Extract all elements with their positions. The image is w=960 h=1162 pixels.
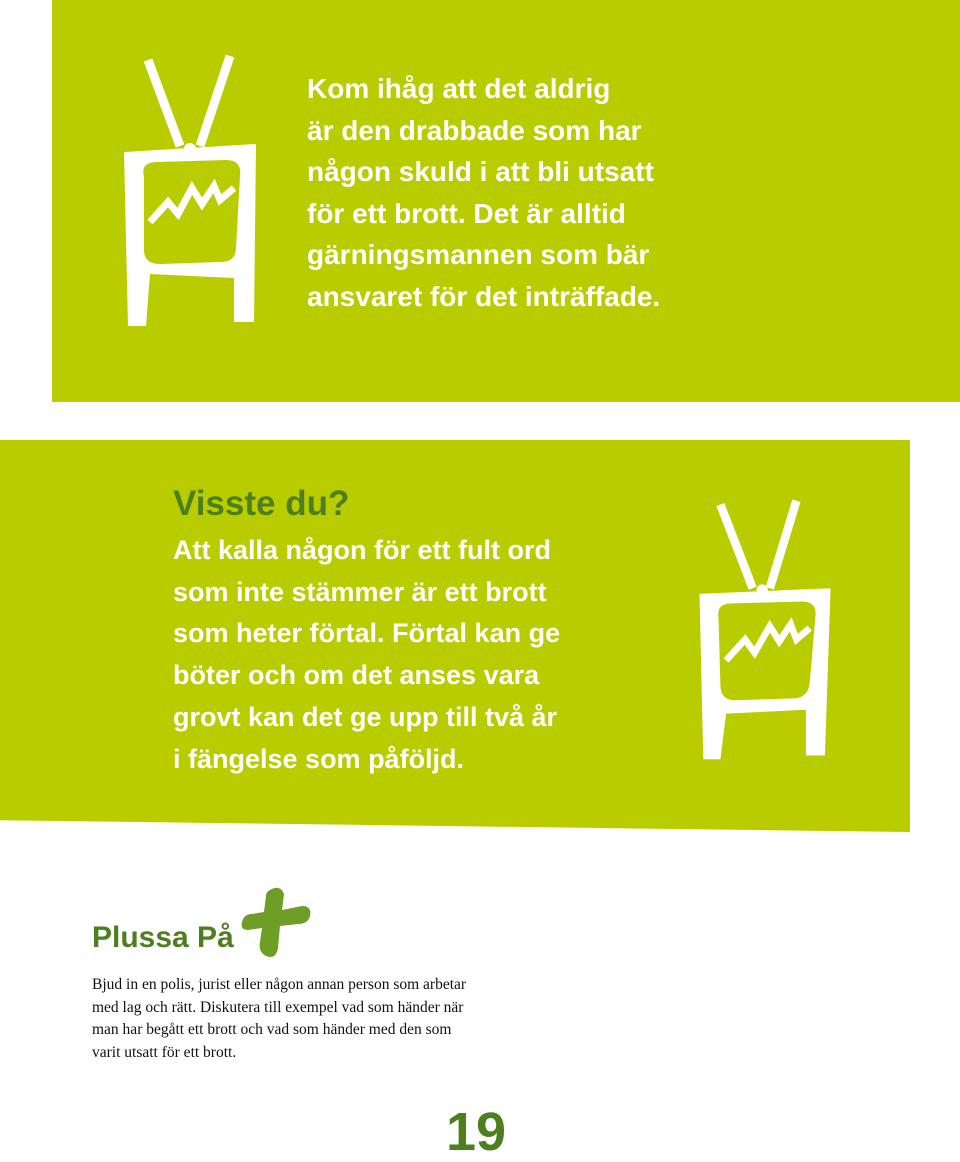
tv-icon: [110, 52, 270, 332]
fact-line: Att kalla någon för ett fult ord: [173, 535, 551, 565]
quote-line: ansvaret för det inträffade.: [307, 280, 661, 312]
plussa-text: [92, 974, 562, 1064]
quote-line: Kom ihåg att det aldrig: [307, 73, 611, 104]
fact-line: som heter förtal. Förtal kan ge: [173, 618, 561, 649]
page-number: 19: [446, 1102, 507, 1162]
plussa-line: med lag och rätt. Diskutera till exempel vad som händer när: [92, 998, 464, 1016]
quote-line: gärningsmannen som bär: [307, 239, 650, 270]
quote-line: någon skuld i att bli utsatt: [307, 156, 654, 187]
fact-line: som inte stämmer är ett brott: [173, 576, 547, 607]
plussa-title: Plussa På: [92, 921, 234, 954]
fact-heading: Visste du?: [173, 484, 350, 523]
plussa-line: varit utsatt för ett brott.: [92, 1043, 237, 1061]
fact-line: grovt kan det ge upp till två år: [173, 701, 558, 732]
fact-text: [173, 530, 693, 780]
quote-line: för ett brott. Det är alltid: [307, 197, 626, 229]
quote-text: [307, 68, 867, 317]
quote-line: är den drabbade som har: [307, 114, 642, 146]
plussa-line: Bjud in en polis, jurist eller någon annan person som arbetar: [92, 976, 467, 993]
fact-line: böter och om det anses vara: [173, 660, 540, 691]
plussa-line: man har begått ett brott och vad som händer med den som: [92, 1021, 452, 1038]
fact-line: i fängelse som påföljd.: [173, 743, 465, 774]
tv-icon: [690, 494, 842, 766]
plus-cross-icon: [240, 884, 312, 960]
